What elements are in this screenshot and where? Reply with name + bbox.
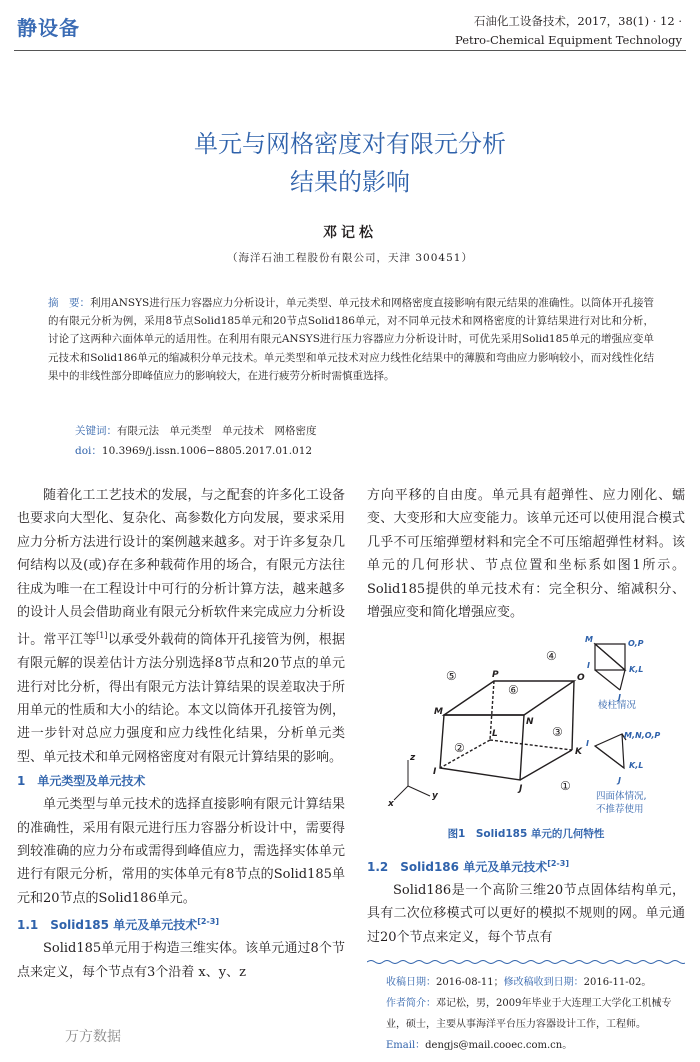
footnote-divider: [367, 959, 685, 965]
received-date: 2016-08-11；: [436, 977, 504, 988]
section-1-2-heading: [367, 852, 685, 879]
keywords: [75, 423, 317, 438]
face-number-3: ③: [552, 725, 563, 739]
tet-node-KL: K,L: [629, 761, 644, 770]
article-title: [0, 125, 700, 201]
header-rule: [14, 50, 686, 51]
title-line-1: 单元与网格密度对有限元分析: [194, 130, 506, 158]
prism-edge: [595, 670, 620, 690]
coordinate-axes: [394, 760, 430, 800]
node-label-O: O: [577, 673, 585, 683]
received-label: 收稿日期：: [386, 977, 436, 988]
face-number-5: ⑤: [446, 669, 457, 683]
prism-side: [595, 644, 625, 670]
section-1-1-continued: 方向平移的自由度。单元具有超弹性、应力刚化、蠕变、大变形和大应变能力。该单元还可以使用混合模式几乎不可压缩弹塑材料和完全不可压缩超弹性材料。该单元的几何形状、节点位置和坐标系如图1所示。Solid185提供的单元技术有：完全积分、缩减积分、增强应变和简化增强应变。: [367, 488, 685, 621]
prism-caption: 棱柱情况: [598, 700, 637, 711]
tetrahedron-element: [595, 734, 626, 768]
keywords-label: 关键词：: [75, 425, 117, 437]
node-label-P: P: [492, 670, 499, 680]
email-label: Email：: [386, 1040, 426, 1051]
node-label-I: I: [433, 767, 437, 777]
author-bio-label: 作者简介：: [386, 998, 436, 1009]
right-column-top: [367, 484, 685, 624]
intro-text-2: 以承受外载荷的筒体开孔接管为例，根据有限元解的误差估计方法分别选择8节点和20节点的单元进行对比分析，得出有限元方法计算结果的误差取决于所用单元的性质和大小的结论。本文以筒体开孔接管为例，进一步针对总应力强度和应力线性化结果，分析单元类型、单元技术和单元网格密度对有限元计算结果的影响。: [17, 632, 345, 765]
prism-element: [595, 644, 625, 690]
author-email: [386, 1035, 686, 1056]
section-1-2-title: 1.2 Solid186 单元及单元技术: [367, 860, 548, 874]
tet-node-I: I: [586, 739, 589, 748]
citation-ref: [2-3]: [547, 859, 569, 868]
tet-edge: [595, 746, 624, 768]
tet-caption-line-2: 不推荐使用: [596, 804, 644, 815]
journal-citation: 石油化工设备技术，2017，38(1) · 12 ·: [473, 14, 682, 28]
section-1-2-paragraph: Solid186是一个高阶三维20节点固体结构单元，具有二次位移模式可以更好的模拟不规则的网。单元通过20个节点来定义，每个节点有: [367, 883, 685, 945]
prism-node-I: I: [587, 661, 590, 670]
doi: [75, 443, 312, 458]
abstract: [48, 294, 654, 385]
node-label-M: M: [434, 707, 443, 717]
node-label-K: K: [575, 747, 582, 757]
section-1-paragraph: 单元类型与单元技术的选择直接影响有限元计算结果的准确性，采用有限元进行压力容器分析设计中，需要得到较准确的应力分布或需得到峰值应力，需选择实体单元进行有限元分析，常用的实体单元有8节点的Solid185单元和20节点的Solid186单元。: [17, 797, 345, 906]
section-1-1-title: 1.1 Solid185 单元及单元技术: [17, 918, 198, 933]
hex-front-face: [440, 715, 524, 780]
hex-hidden-edge: [490, 740, 572, 750]
node-label-N: N: [526, 717, 534, 727]
face-number-6: ⑥: [508, 683, 519, 697]
section-1-1-paragraph: Solid185单元用于构造三维实体。该单元通过8个节点来定义，每个节点有3个沿着 x、y、z: [17, 941, 345, 980]
hex-edge: [572, 681, 574, 750]
right-column-bottom: [367, 852, 685, 949]
title-line-2: 结果的影响: [290, 168, 410, 196]
hex-edge: [520, 750, 572, 780]
citation-ref: [1]: [96, 631, 108, 641]
prism-node-M: M: [585, 635, 593, 644]
abstract-label: 摘 要：: [48, 297, 91, 309]
tet-node-MNOP: M,N,O,P: [624, 731, 661, 740]
affiliation: （海洋石油工程股份有限公司，天津 300451）: [227, 252, 473, 264]
citation-ref: [2-3]: [197, 917, 219, 927]
journal-info: [455, 12, 682, 50]
axis-label-z: z: [410, 753, 416, 763]
received-dates: [386, 972, 686, 993]
journal-english-name: Petro-Chemical Equipment Technology: [455, 33, 682, 47]
face-number-2: ②: [454, 741, 465, 755]
email-link[interactable]: dengjs@mail.cooec.com.cn。: [425, 1040, 573, 1051]
intro-paragraph: [17, 484, 345, 769]
prism-edge: [620, 670, 625, 690]
doi-label: doi：: [75, 445, 102, 457]
journal-section-label: 静设备: [17, 16, 80, 40]
figure-solid185-geometry: [380, 628, 680, 824]
revised-date: 2016-11-02。: [583, 977, 652, 988]
prism-node-KL: K,L: [629, 665, 644, 674]
left-column: [17, 484, 345, 984]
author-name: 邓记松: [323, 225, 377, 241]
keywords-text: 有限元法 单元类型 单元技术 网格密度: [117, 425, 317, 437]
tet-face: [595, 734, 624, 768]
y-axis: [408, 786, 430, 796]
axis-label-x: x: [388, 799, 394, 809]
author-bio-text: 邓记松，男，2009年毕业于大连理工大学化工机械专业，硕士，主要从事海洋平台压力容器设计工作，工程师。: [386, 998, 672, 1030]
tet-caption-line-1: 四面体情况,: [596, 791, 647, 802]
node-label-L: L: [492, 729, 498, 739]
author-bio: [386, 993, 686, 1035]
axis-label-y: y: [432, 791, 438, 801]
watermark: 万方数据: [65, 1029, 121, 1045]
doi-value: 10.3969/j.issn.1006−8805.2017.01.012: [101, 445, 313, 457]
x-axis: [394, 786, 408, 800]
abstract-text: 利用ANSYS进行压力容器应力分析设计，单元类型、单元技术和网格密度直接影响有限元结果的准确性。以筒体开孔接管的有限元分析为例，采用8节点Solid185单元和20节点Solid186单元，对不同单元技术和网格密度的计算结果进行对比和分析，讨论了这两种六面体单元的适用性。在利用有限元ANSYS进行压力容器应力分析设计时，可优先采用Solid185单元的增强应变单元技术和Solid186单元的缩减积分单元技术。单元类型和单元技术对应力线性化结果中的薄膜和弯曲应力影响较小，而对线性化结果中的非线性部分即峰值应力的影响较大，在进行疲劳分析时需慎重选择。: [48, 297, 655, 382]
footnotes: [386, 972, 686, 1056]
figure-caption: 图1 Solid185 单元的几何特性: [447, 828, 605, 840]
section-1-heading: 1 单元类型及单元技术: [17, 774, 146, 789]
hex-hidden-edge: [440, 740, 490, 768]
prism-node-J: J: [618, 693, 621, 702]
node-label-J: J: [519, 784, 523, 794]
face-number-1: ①: [560, 779, 571, 793]
revised-label: 修改稿收到日期：: [503, 977, 584, 988]
face-number-4: ④: [546, 649, 557, 663]
section-1-1-heading: [17, 910, 345, 937]
tet-node-J: J: [618, 776, 621, 785]
prism-node-OP: O,P: [628, 639, 644, 648]
intro-text-1: 随着化工工艺技术的发展，与之配套的许多化工设备也要求向大型化、复杂化、高参数化方向发展，要求采用应力分析方法进行设计的案例越来越多。对于许多复杂几何结构以及(或)存在多种载荷作用的场合，有限元方法往往成为唯一在工程设计中可行的分析计算方法，越来越多的设计人员会借助商业有限元分析软件来完成应力分析设计。常平江等: [17, 488, 345, 648]
